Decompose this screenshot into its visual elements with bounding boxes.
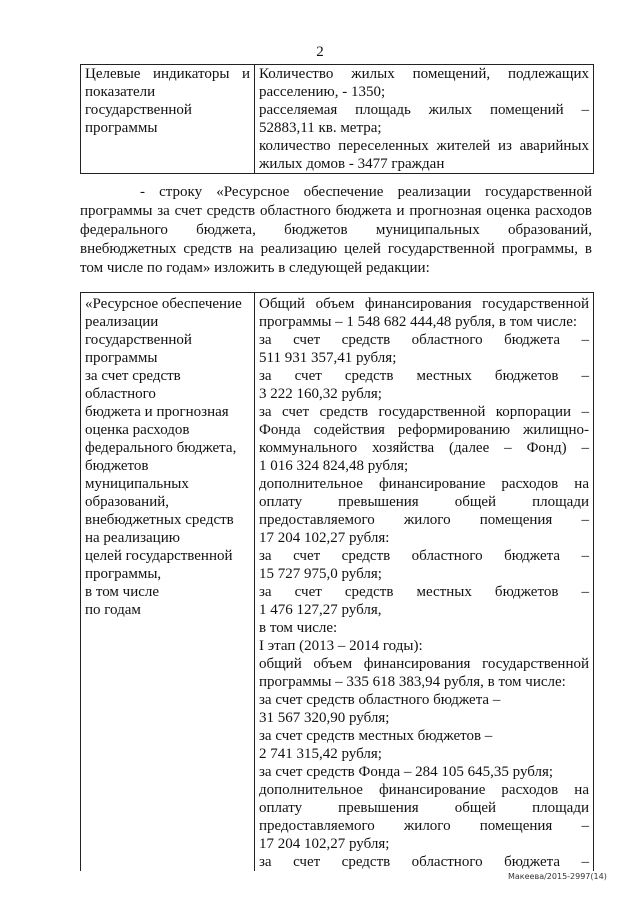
table2-value-line: 15 727 975,0 рубля;	[259, 566, 382, 582]
table2-value-line: 511 931 357,41 рубля;	[259, 350, 397, 366]
table1-value-line: расселяемая площадь жилых помещений –	[259, 102, 589, 118]
table2-value-line: общий объем финансирования государственной	[259, 656, 589, 672]
target-indicators-table	[80, 64, 594, 174]
table2-value-line: I этап (2013 – 2014 годы):	[259, 638, 423, 654]
table2-label-line: государственной	[85, 332, 192, 348]
table1-label-line: государственной	[85, 102, 192, 118]
table1-label-line: Целевые индикаторы и	[85, 66, 250, 82]
table2-value-line: 1 476 127,27 рубля,	[259, 602, 382, 618]
table2-value-line: за счет средств областного бюджета –	[259, 854, 589, 870]
table2-value-line: 17 204 102,27 рубля:	[259, 530, 390, 546]
table2-value-line: предоставляемого жилого помещения –	[259, 818, 589, 834]
table2-value-line: за счет средств Фонда – 284 105 645,35 рубля;	[259, 764, 554, 780]
table2-label-cell	[81, 293, 255, 872]
table2-value-line: за счет средств государственной корпорации –	[259, 404, 589, 420]
table2-value-line: 17 204 102,27 рубля;	[259, 836, 390, 852]
table1-value-cell	[255, 65, 594, 174]
table2-label-line: федерального бюджета,	[85, 440, 237, 456]
table2-label-line: на реализацию	[85, 530, 180, 546]
table1-value-line: количество переселенных жителей из аварийных	[259, 138, 589, 154]
resource-provision-table	[80, 292, 594, 871]
table2-value-line: Общий объем финансирования государственной	[259, 296, 589, 312]
table2-value-line: программы – 1 548 682 444,48 рубля, в том числе:	[259, 314, 578, 330]
table2-label-line: программы,	[85, 566, 162, 582]
table1-value-line: 52883,11 кв. метра;	[259, 120, 382, 136]
table2-value-line: коммунального хозяйства (далее – Фонд) –	[259, 440, 589, 456]
table2-label-line: за счет средств	[85, 368, 181, 384]
amendment-paragraph: - строку «Ресурсное обеспечение реализации государственной программы за счет средств областного бюджета и прогнозная оценка расходов федерального бюджета, бюджетов муниципальных образований, внебюджетных средств на реализацию целей государственной программы, в том числе по годам» изложить в следующей редакции:	[80, 184, 592, 276]
table2-value-line: 3 222 160,32 рубля;	[259, 386, 382, 402]
table2-value-line: дополнительное финансирование расходов на	[259, 782, 589, 798]
table2-value-line: 31 567 320,90 рубля;	[259, 710, 390, 726]
table2-label-line: реализации	[85, 314, 159, 330]
table1-label-line: показатели	[85, 84, 156, 100]
table2-value-line: Фонда содействия реформированию жилищно-	[259, 422, 589, 438]
table2-value-line: оплату превышения общей площади	[259, 800, 589, 816]
table1-label-cell	[81, 65, 255, 174]
table2-value-line: в том числе:	[259, 620, 338, 636]
table2-value-line: предоставляемого жилого помещения –	[259, 512, 589, 528]
table2-label-line: образований,	[85, 494, 170, 510]
table2-value-line: за счет средств местных бюджетов –	[259, 368, 589, 384]
table2-value-line: за счет средств областного бюджета –	[259, 548, 589, 564]
table2-label-line: в том числе	[85, 584, 160, 600]
table2-value-line: дополнительное финансирование расходов на	[259, 476, 589, 492]
table2-label-line: бюджетов	[85, 458, 149, 474]
table2-label-line: бюджета и прогнозная	[85, 404, 229, 420]
table1-value-line: жилых домов - 3477 граждан	[259, 156, 445, 172]
table2-label-line: целей государственной	[85, 548, 233, 564]
table2-label-line: областного	[85, 386, 156, 402]
table2-value-cell	[255, 293, 594, 872]
table2-value-line: оплату превышения общей площади	[259, 494, 589, 510]
table2-label-line: программы	[85, 350, 158, 366]
table2-value-line: 2 741 315,42 рубля;	[259, 746, 382, 762]
table2-label-line: внебюджетных средств	[85, 512, 234, 528]
table2-label-line: по годам	[85, 602, 141, 618]
table1-value-line: Количество жилых помещений, подлежащих	[259, 66, 589, 82]
table2-label-line: «Ресурсное обеспечение	[85, 296, 242, 312]
table2-value-line: за счет средств местных бюджетов –	[259, 728, 493, 744]
table2-value-line: 1 016 324 824,48 рубля;	[259, 458, 409, 474]
table2-value-line: программы – 335 618 383,94 рубля, в том числе:	[259, 674, 566, 690]
document-footer-code: Макеева/2015-2997(14)	[508, 872, 607, 881]
table2-value-line: за счет средств областного бюджета –	[259, 332, 589, 348]
table2-value-line: за счет средств местных бюджетов –	[259, 584, 589, 600]
page-number: 2	[316, 44, 324, 60]
table2-value-line: за счет средств областного бюджета –	[259, 692, 501, 708]
table2-label-line: оценка расходов	[85, 422, 190, 438]
table1-value-line: расселению, - 1350;	[259, 84, 386, 100]
table1-label-line: программы	[85, 120, 158, 136]
table2-label-line: муниципальных	[85, 476, 189, 492]
